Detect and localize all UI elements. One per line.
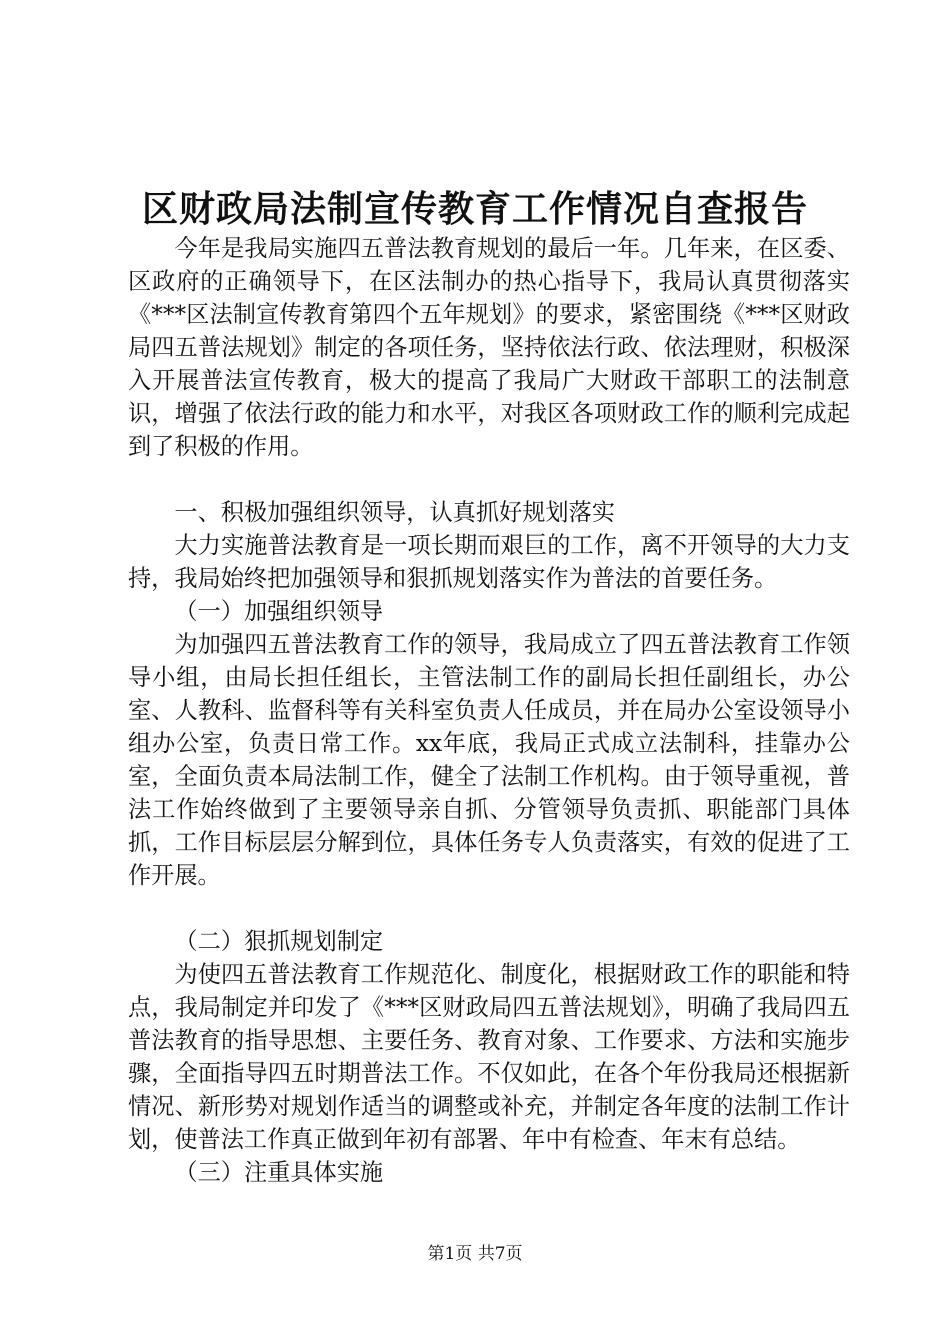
subsection-heading-1: （一）加强组织领导 [174, 598, 384, 625]
section-heading-1: 一、积极加强组织领导，认真抓好规划落实 [174, 499, 615, 526]
paragraph-gap [128, 463, 850, 496]
page-footer: 第1页 共7页 [427, 1244, 523, 1264]
paragraph-section-1: 大力实施普法教育是一项长期而艰巨的工作，离不开领导的大力支持，我局始终把加强领导和狠抓规划落实作为普法的首要任务。 [128, 532, 850, 592]
paragraph-intro: 今年是我局实施四五普法教育规划的最后一年。几年来，在区委、区政府的正确领导下，在区法制办的热心指导下，我局认真贯彻落实《***区法制宣传教育第四个五年规划》的要求，紧密围绕《***区财政局四五普法规划》制定的各项任务，坚持依法行政、依法理财，积极深入开展普法宣传教育，极大的提高了我局广大财政干部职工的法制意识，增强了依法行政的能力和水平，对我区各项财政工作的顺利完成起到了积极的作用。 [128, 235, 850, 460]
document-title: 区财政局法制宣传教育工作情况自查报告 [141, 188, 808, 230]
paragraph-subsection-2: 为使四五普法教育工作规范化、制度化，根据财政工作的职能和特点，我局制定并印发了《***区财政局四五普法规划》，明确了我局四五普法教育的指导思想、主要任务、教育对象、工作要求、方法和实施步骤，全面指导四五时期普法工作。不仅如此，在各个年份我局还根据新情况、新形势对规划作适当的调整或补充，并制定各年度的法制工作计划，使普法工作真正做到年初有部署、年中有检查、年末有总结。 [128, 961, 850, 1153]
paragraph-subsection-1: 为加强四五普法教育工作的领导，我局成立了四五普法教育工作领导小组，由局长担任组长，主管法制工作的副局长担任副组长，办公室、人教科、监督科等有关科室负责人任成员，并在局办公室设领导小组办公室，负责日常工作。xx年底，我局正式成立法制科，挂靠办公室，全面负责本局法制工作，健全了法制工作机构。由于领导重视，普法工作始终做到了主要领导亲自抓、分管领导负责抓、职能部门具体抓，工作目标层层分解到位，具体任务专人负责落实，有效的促进了工作开展。 [128, 631, 850, 889]
subsection-heading-2: （二）狠抓规划制定 [174, 928, 384, 955]
paragraph-gap [128, 892, 850, 925]
document-body [128, 232, 850, 1189]
subsection-heading-3: （三）注重具体实施 [174, 1159, 384, 1186]
